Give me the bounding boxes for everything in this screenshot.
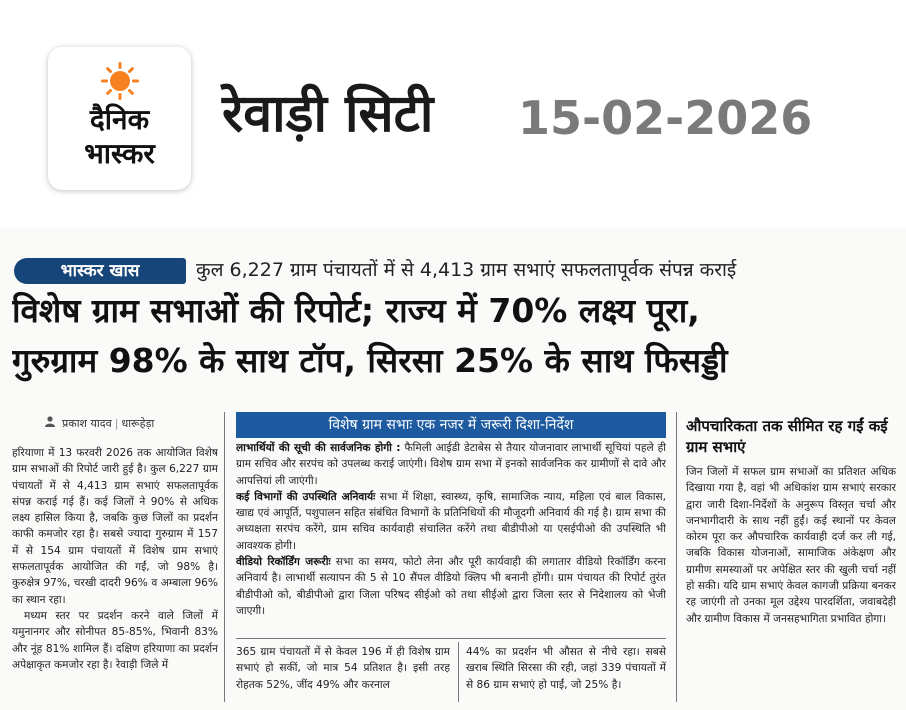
column-divider <box>224 412 225 702</box>
column-divider <box>458 642 459 702</box>
reporter-icon <box>44 415 56 427</box>
guideline-heading-2: कई विभागों की उपस्थिति अनिवार्यः <box>236 490 376 503</box>
col1-paragraph-1: हरियाणा में 13 फरवरी 2026 तक आयोजित विशेष ग्राम सभाओं की रिपोर्ट जारी हुई है। कुल 6,227 ग्राम पंचायतों में से 4,413 ग्राम सभाएं सफलतापूर्वक संपन्न कराई गई हैं। कई जिलों ने 90% से अधिक लक्ष्य हासिल किया है, जबकि कुछ जिलों का प्रदर्शन काफी कमजोर रहा है। सबसे ज्यादा गुरुग्राम में 157 में से 154 ग्राम पंचायतों में विशेष ग्राम सभाएं सफलतापूर्वक आयोजित की गईं, जो 98% है। कुरुक्षेत्र 97%, चरखी दादरी 96% व अम्बाला 96% का स्थान रहा। <box>12 447 218 606</box>
column-2-bottom-text: 365 ग्राम पंचायतों में से केवल 196 में ही विशेष ग्राम सभाएं हो सकीं, जो मात्र 54 प्रतिशत है। इसी तरह रोहतक 52%, जींद 49% और करनाल <box>236 646 450 691</box>
edition-city: रेवाड़ी सिटी <box>222 84 434 144</box>
column-1-text <box>12 445 218 700</box>
sidebar-headline: औपचारिकता तक सीमित रह गईं कई ग्राम सभाएं <box>686 417 888 456</box>
column-divider <box>676 412 677 702</box>
guidelines-box-title: विशेष ग्राम सभाः एक नजर में जरूरी दिशा-निर्देश <box>236 412 666 438</box>
byline: प्रकाश यादव | धारूहेड़ा <box>62 417 155 430</box>
guidelines-box-body <box>236 440 666 636</box>
sidebar-text: जिन जिलों में सफल ग्राम सभाओं का प्रतिशत अधिक दिखाया गया है, वहां भी अधिकांश ग्राम सभाएं सरकार द्वारा जारी दिशा-निर्देशों के अनुरूप विस्तृत चर्चा और जनभागीदारी के साथ नहीं हुईं। कई स्थानों पर केवल कोरम पूरा कर औपचारिक कार्यवाही दर्ज कर ली गई, जबकि विकास योजनाओं, सामाजिक अंकेक्षण और ग्रामीण समस्याओं पर अपेक्षित स्तर की खुली चर्चा नहीं हो सकी। यदि ग्राम सभाएं केवल कागजी प्रक्रिया बनकर रह जाएंगी तो उनका मूल उद्देश्य पारदर्शिता, जवाबदेही और ग्रामीण विकास में जनसहभागिता प्रभावित होगा। <box>686 466 896 625</box>
guideline-text-1: फैमिली आईडी डेटाबेस से तैयार योजनावार लाभार्थी सूचियां पहले ही ग्राम सचिव और सरपंच को उपलब्ध कराई जाएंगी। विशेष ग्राम सभा में इनको सार्वजनिक कर ग्रामीणों से दावे और आपत्तियां ली जाएंगी। <box>236 442 666 487</box>
box-bottom-rule <box>236 638 666 639</box>
page-header <box>0 0 906 210</box>
guideline-text-3: सभा का समय, फोटो लेना और पूरी कार्यवाही की लगातार वीडियो रिकॉर्डिंग करना अनिवार्य है। लाभार्थी सत्यापन की 5 से 10 सैंपल वीडियो क्लिप भी बनानी होंगी। ग्राम पंचायत की रिपोर्ट तुरंत बीडीपीओ को, बीडीपीओ द्वारा जिला परिषद सीईओ को तथा सीईओ द्वारा जिला स्तर से निदेशालय को भेजी जाएगी। <box>236 556 666 617</box>
logo-text-line2: भास्कर <box>84 137 155 170</box>
guideline-text-2: सभा में शिक्षा, स्वास्थ्य, कृषि, सामाजिक न्याय, महिला एवं बाल विकास, खाद्य एवं आपूर्ति, पशुपालन सहित संबंधित विभागों के प्रतिनिधियों की मौजूदगी अनिवार्य की गई है। ग्राम सभा की अध्यक्षता सरपंच करेंगे, ग्राम सचिव कार्यवाही संचालित करेंगे तथा बीडीपीओ या एसईपीओ की उपस्थिति भी आवश्यक होगी। <box>236 490 666 552</box>
bhaskar-khas-badge: भास्कर खास <box>14 258 186 284</box>
sun-icon <box>100 61 140 101</box>
news-clipping <box>0 228 906 710</box>
headline-line-2: गुरुग्राम 98% के साथ टॉप, सिरसा 25% के साथ फिसड्डी <box>12 341 728 380</box>
dainik-bhaskar-logo[interactable] <box>48 47 191 190</box>
logo-text-line1: दैनिक <box>89 103 150 136</box>
col1-paragraph-2: मध्यम स्तर पर प्रदर्शन करने वाले जिलों में यमुनानगर और सोनीपत 85-85%, भिवानी 83% और नूंह 81% शामिल हैं। दक्षिण हरियाणा का प्रदर्शन अपेक्षाकृत कमजोर रहा है। रेवाड़ी जिले में <box>12 609 218 671</box>
article-kicker: कुल 6,227 ग्राम पंचायतों में से 4,413 ग्राम सभाएं सफलतापूर्वक संपन्न कराई <box>196 259 737 281</box>
edition-date: 15-02-2026 <box>518 91 813 145</box>
reporter-name: प्रकाश यादव <box>62 417 112 430</box>
headline-line-1: विशेष ग्राम सभाओं की रिपोर्ट; राज्य में 70% लक्ष्य पूरा, <box>12 291 700 330</box>
guideline-heading-1: लाभार्थियों की सूची की सार्वजनिक होगी : <box>236 442 401 454</box>
dateline-place: धारूहेड़ा <box>121 417 155 430</box>
guideline-heading-3: वीडियो रिकॉर्डिंग जरूरीः <box>236 556 331 569</box>
column-3-bottom-text: 44% का प्रदर्शन भी औसत से नीचे रहा। सबसे खराब स्थिति सिरसा की रही, जहां 339 पंचायतों में से 86 ग्राम सभाएं हो पाईं, जो 25% है। <box>466 646 666 691</box>
